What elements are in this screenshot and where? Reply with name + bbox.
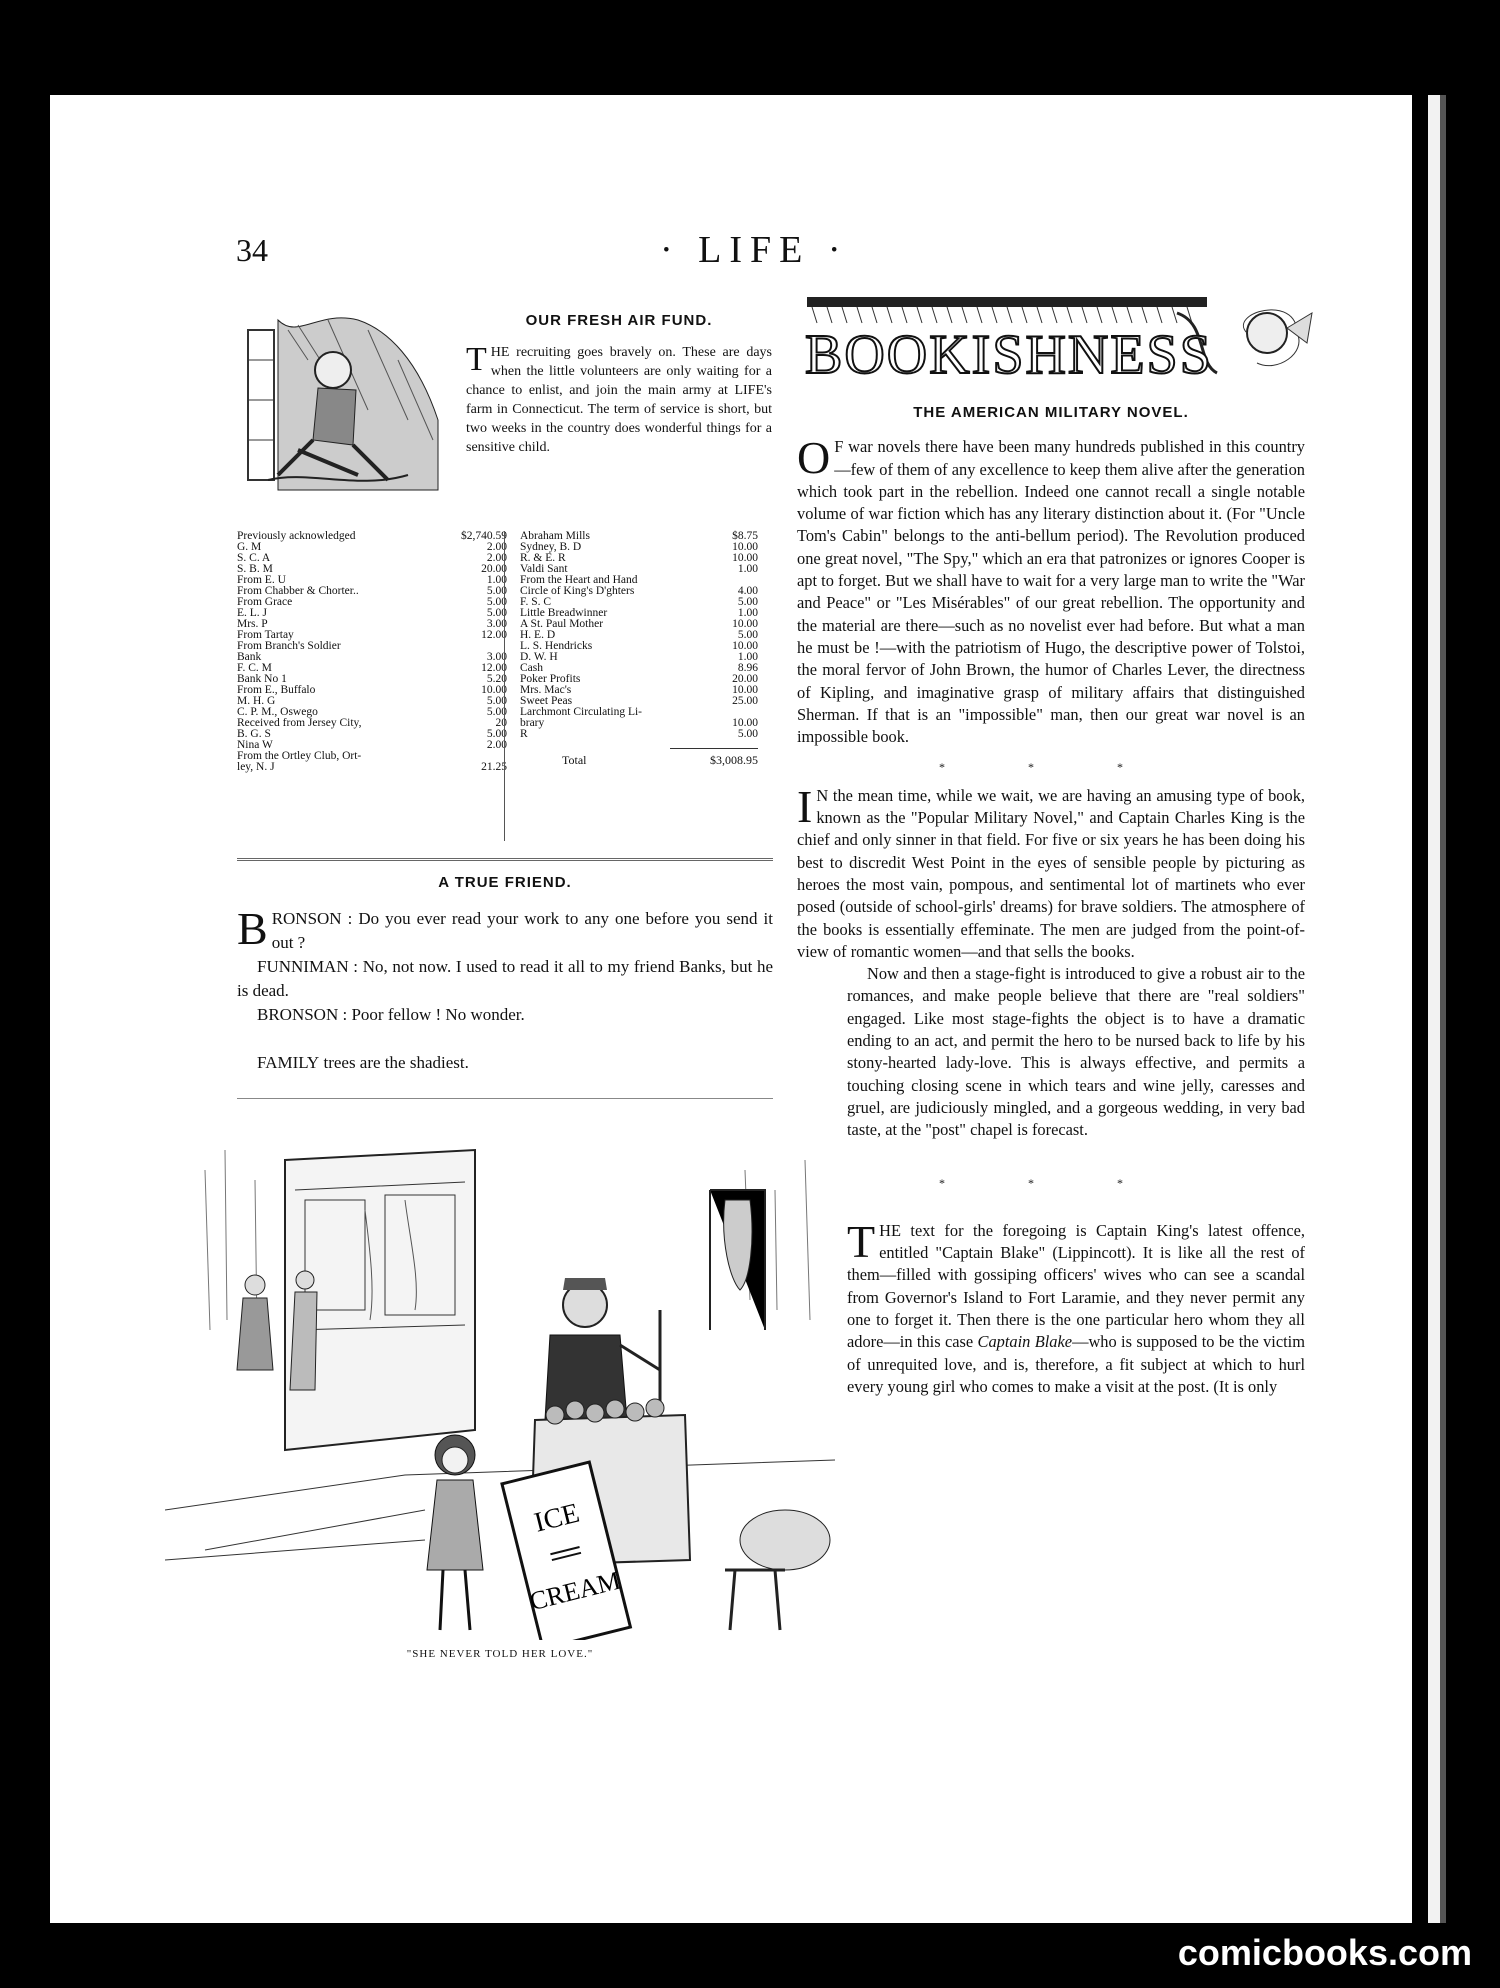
fund-amount: 12.00 [481,662,507,674]
fresh-air-text: THE recruiting goes bravely on. These are days when the little volunteers are only waiting for a chance to enlist, and join the main army at LIFE's farm in Connecticut. The term of service is short, but two weeks in the country does wonderful things for a sensitive child. [466,341,772,455]
fund-amount: 1.00 [737,563,758,575]
fund-donor: A St. Paul Mother [520,618,604,630]
fund-amount: 10.00 [732,552,758,564]
fund-amount: 20 [495,717,507,729]
fund-donor: From Branch's Soldier [237,640,341,652]
fund-total-label: Total [562,753,587,767]
ice-cream-illustration [165,1130,835,1640]
fund-divider [504,531,505,841]
fund-amount: 8.96 [737,662,758,674]
fund-amount: 21.25 [481,761,507,773]
true-friend-heading: A TRUE FRIEND. [438,874,572,891]
fund-list-left [237,531,507,773]
drop-cap: B [237,903,268,954]
fund-donor: H. E. D [520,629,556,641]
section-stars: * * * [939,760,1163,775]
drop-cap: I [797,780,813,832]
fund-amount: 5.20 [486,673,507,685]
fund-donor: Nina W [237,739,273,751]
fund-donor: S. B. M [237,563,273,575]
fund-amount: 10.00 [732,541,758,553]
fund-amount: 4.00 [737,585,758,597]
fund-donor: Sydney, B. D [520,541,582,553]
fund-donor: Mrs. Mac's [520,684,572,696]
fund-donor: From E., Buffalo [237,684,316,696]
page-number: 34 [236,232,268,268]
fund-donor: R. & E. R [520,552,566,564]
fund-donor: F. C. M [237,662,272,674]
fund-row [237,542,507,553]
fund-amount: 5.00 [486,728,507,740]
military-novel-article [797,402,1305,1398]
fund-list-right [520,531,758,768]
fund-donor: F. S. C [520,596,552,608]
military-novel-heading: THE AMERICAN MILITARY NOVEL. [913,404,1189,421]
fund-amount: 1.00 [486,574,507,586]
fund-donor: E. L. J [237,607,268,619]
fund-amount: 2.00 [486,552,507,564]
fresh-air-heading: OUR FRESH AIR FUND. [525,312,713,329]
fund-amount: 5.00 [486,585,507,597]
fund-amount: 5.00 [737,629,758,641]
fund-amount: $2,740.59 [461,530,507,542]
fund-amount: 10.00 [732,640,758,652]
fund-row [520,619,758,630]
page-gutter [1440,95,1446,1923]
illustration-caption: "SHE NEVER TOLD HER LOVE." [406,1648,594,1660]
family-trees-line: FAMILY trees are the shadiest. [257,1053,469,1072]
drop-cap: O [797,432,831,484]
fund-row [237,553,507,564]
drop-cap: T [847,1215,876,1267]
fund-donor: From Tartay [237,629,294,641]
divider [237,858,773,861]
fund-row [237,597,507,608]
fund-row [237,751,507,762]
true-friend-line1: BRONSON : Do you ever read your work to any one before you send it out ? [237,903,774,954]
fund-donor: Received from Jersey City, [237,717,362,729]
fund-donor: From the Ortley Club, Ort- [237,750,362,762]
fund-amount: 5.00 [486,695,507,707]
divider [237,1098,773,1099]
fund-row [520,586,758,597]
fund-donor: D. W. H [520,651,558,663]
fund-donor: From E. U [237,574,286,586]
fund-amount: 12.00 [481,629,507,641]
fund-total-row [520,753,758,768]
fund-donor: brary [520,717,545,729]
fund-donor: Poker Profits [520,673,581,685]
fund-row [237,531,507,542]
fund-total: $3,008.95 [710,753,758,767]
fund-donor: Mrs. P [237,618,268,630]
fund-amount: 25.00 [732,695,758,707]
sign-top: ICE [531,1497,583,1539]
article-paragraph-2: I N the mean time, while we wait, we are having an amusing type of book, known as the "Popular Military Novel," and Captain Charles King is the chief and only sinner in that field. For five or six years he has been doing his best to discredit West Point in the eyes of sensible people by picturing as heroes the most vain, pompous, and sentimental lot of martinets who ever posed (outside of school-girls' dreams) for brave soldiers. The atmosphere of the books is essentially effeminate. The men are judged from the point-of-view of romantic women—and that sells the books. [797,780,1305,961]
fund-row [520,718,758,729]
fund-amount: 10.00 [732,618,758,630]
fund-row [237,729,507,740]
article-paragraph-3: Now and then a stage-fight is introduced to give a robust air to the romances, and make people believe that there are "real soldiers" engaged. Like most stage-fights the object is to have a dramatic ending to an act, and permit the hero to be nursed back to life by his stony-hearted lady-love. This is always effective, and permits a touching closing scene in which tears and wine jelly, caresses and gruel, are judiciously mingled, and a gorgeous wedding, in very bad taste, at the "post" chapel is forecast. [847,964,1305,1140]
fresh-air-illustration [238,300,456,500]
fund-donor: L. S. Hendricks [520,640,593,652]
fund-donor: C. P. M., Oswego [237,706,318,718]
fresh-air-section [466,312,772,457]
fund-donor: From Chabber & Chorter.. [237,585,359,597]
true-friend-section [237,871,773,1075]
fund-donor: ley, N. J [237,761,275,773]
fund-donor: Circle of King's D'ghters [520,585,635,597]
article-paragraph-1: O F war novels there have been many hundreds published in this country—few of them of any excellence to keep them alive after the generation which took part in the rebellion. Indeed one cannot recall a single notable volume of war fiction which has any literary distinction about it. (For "Uncle Tom's Cabin" belongs to the anti-bellum period). The Revolution produced one great novel, "The Spy," which an era that patronizes or ignores Cooper is apt to forget. But we shall have to wait for a very large man to write the "War and Peace" or "Les Misérables" of our great rebellion. The opportunity and the material are there—such as no novelist ever had before. But what a man he must be !—with the patriotism of Hugo, the descriptive power of Tolstoi, the moral fervor of John Brown, the humor of Charles Lever, the directness of Kipling, and imaginative grasp of military affairs that distinguished Sherman. If that is an "impossible" man, then our great war novel is an impossible book. [797,432,1305,747]
fund-row [237,608,507,619]
fund-donor: S. C. A [237,552,271,564]
fund-amount: 20.00 [732,673,758,685]
fund-donor: Valdi Sant [520,563,568,575]
watermark: comicbooks.com [1177,1932,1472,1973]
bookishness-banner [797,293,1317,389]
fund-donor: B. G. S [237,728,271,740]
fund-donor: From Grace [237,596,293,608]
sign-bottom: CREAM [526,1565,624,1617]
fund-donor: Bank No 1 [237,673,287,685]
fund-amount: 20.00 [481,563,507,575]
fund-row [237,762,507,773]
fund-donor: From the Heart and Hand [520,574,638,586]
section-stars: * * * [939,1175,1163,1190]
article-paragraph-4: THE text for the foregoing is Captain King's latest offence, entitled "Captain Blake" (Lippincott). It is like all the rest of them—filled with gossiping officers' wives who can see a scandal from Governor's Island to Fort Laramie, and they never permit any one to forget it. Then there is the one particular hero whom they all adore—in this case Captain Blake—who is supposed to be the victim of unrequited love, and is, therefore, a fit subject at which to hurl every young girl who comes to make a visit at the post. (It is only [847,1215,1305,1396]
fund-amount: 1.00 [737,651,758,663]
fund-amount: 5.00 [737,596,758,608]
fund-amount: 10.00 [732,717,758,729]
fund-donor: Previously acknowledged [237,530,356,542]
true-friend-line2: FUNNIMAN : No, not now. I used to read it all to my friend Banks, but he is dead. [237,957,774,1000]
fund-row [237,718,507,729]
fund-donor: G. M [237,541,262,553]
fund-amount: $8.75 [732,530,758,542]
fund-row [237,685,507,696]
fund-amount: 5.00 [486,607,507,619]
fund-donor: M. H. G [237,695,276,707]
fund-row [237,641,507,652]
fund-amount: 5.00 [486,706,507,718]
bookishness-title: BOOKISHNESS [805,324,1213,386]
fund-row [520,707,758,718]
fund-amount: 1.00 [737,607,758,619]
masthead: · LIFE · [660,229,849,271]
fund-amount: 3.00 [486,651,507,663]
fund-amount: 3.00 [486,618,507,630]
fund-donor: Bank [237,651,262,663]
fund-donor: Larchmont Circulating Li- [520,706,642,718]
fund-amount: 2.00 [486,739,507,751]
fund-donor: Sweet Peas [520,695,573,707]
fund-amount: 2.00 [486,541,507,553]
fund-donor: Little Breadwinner [520,607,608,619]
fund-row [520,729,758,740]
fund-amount: 10.00 [732,684,758,696]
fund-donor: Abraham Mills [520,530,590,542]
drop-cap: T [466,341,487,378]
fund-row [520,652,758,663]
fund-amount: 5.00 [737,728,758,740]
fund-amount: 10.00 [481,684,507,696]
fund-donor: R [520,728,528,740]
fund-row [237,652,507,663]
fund-donor: Cash [520,662,543,674]
fund-amount: 5.00 [486,596,507,608]
true-friend-line3: BRONSON : Poor fellow ! No wonder. [257,1005,525,1024]
